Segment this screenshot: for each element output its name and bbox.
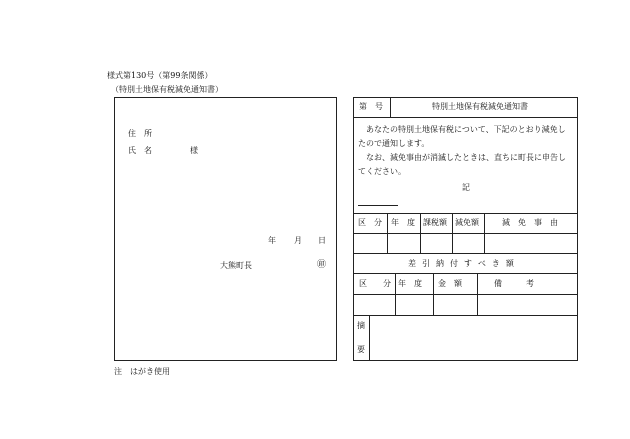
remarks-label-2: 要 [357, 345, 365, 354]
table1-header-kazeigaku: 課税額 [423, 218, 447, 227]
table2-header-nendo: 年 度 [398, 279, 422, 288]
date-day: 日 [318, 236, 326, 245]
address-label: 住 所 [128, 129, 152, 138]
col-divider [395, 273, 396, 315]
date-month: 月 [294, 236, 302, 245]
table2-header-kubun: 区 分 [359, 279, 391, 288]
table2-header-kingaku: 金 額 [438, 279, 462, 288]
col-divider [477, 273, 478, 315]
notice-number-label: 第 号 [359, 102, 383, 111]
col-divider [390, 97, 391, 117]
ki-label: 記 [462, 183, 470, 192]
table1-header-genmengaku: 減免額 [455, 218, 479, 227]
notice-title: 特別土地保有税減免通知書 [432, 102, 528, 111]
signature-underline [358, 205, 398, 206]
col-divider [420, 213, 421, 253]
notice-body-line-1: あなたの特別土地保有税について、下記のとおり減免し [366, 125, 566, 134]
name-label: 氏 名 [128, 146, 152, 155]
notice-body-line-2: たので通知します。 [358, 139, 430, 148]
table1-header-nendo: 年 度 [391, 218, 415, 227]
col-divider [484, 213, 485, 253]
table1-header-kubun: 区 分 [358, 218, 382, 227]
row-divider [353, 294, 578, 295]
form-number: 様式第130号（第99条関係） [107, 71, 213, 80]
col-divider [433, 273, 434, 315]
table2-header-biko: 備 考 [494, 279, 534, 288]
remarks-label-1: 摘 [357, 321, 365, 330]
row-divider [353, 315, 578, 316]
footer-note: 注 はがき使用 [114, 367, 170, 376]
balance-section-title: 差引納付すべき額 [408, 259, 520, 268]
notice-body-line-4: てください。 [358, 167, 406, 176]
seal-mark: ㊞ [317, 260, 327, 270]
issuer-name: 大熊町長 [220, 261, 252, 270]
date-year: 年 [268, 236, 276, 245]
col-divider [387, 213, 388, 253]
form-subtitle: （特別土地保有税減免通知書） [111, 85, 223, 94]
col-divider [452, 213, 453, 253]
col-divider [369, 315, 370, 361]
table1-header-genmen-jiyu: 減 免 事 由 [502, 218, 558, 227]
row-divider [353, 253, 578, 254]
notice-body-line-3: なお、減免事由が消滅したときは、直ちに町長に申告し [366, 153, 566, 162]
row-divider [353, 117, 578, 118]
honorific: 様 [190, 146, 198, 155]
row-divider [353, 273, 578, 274]
